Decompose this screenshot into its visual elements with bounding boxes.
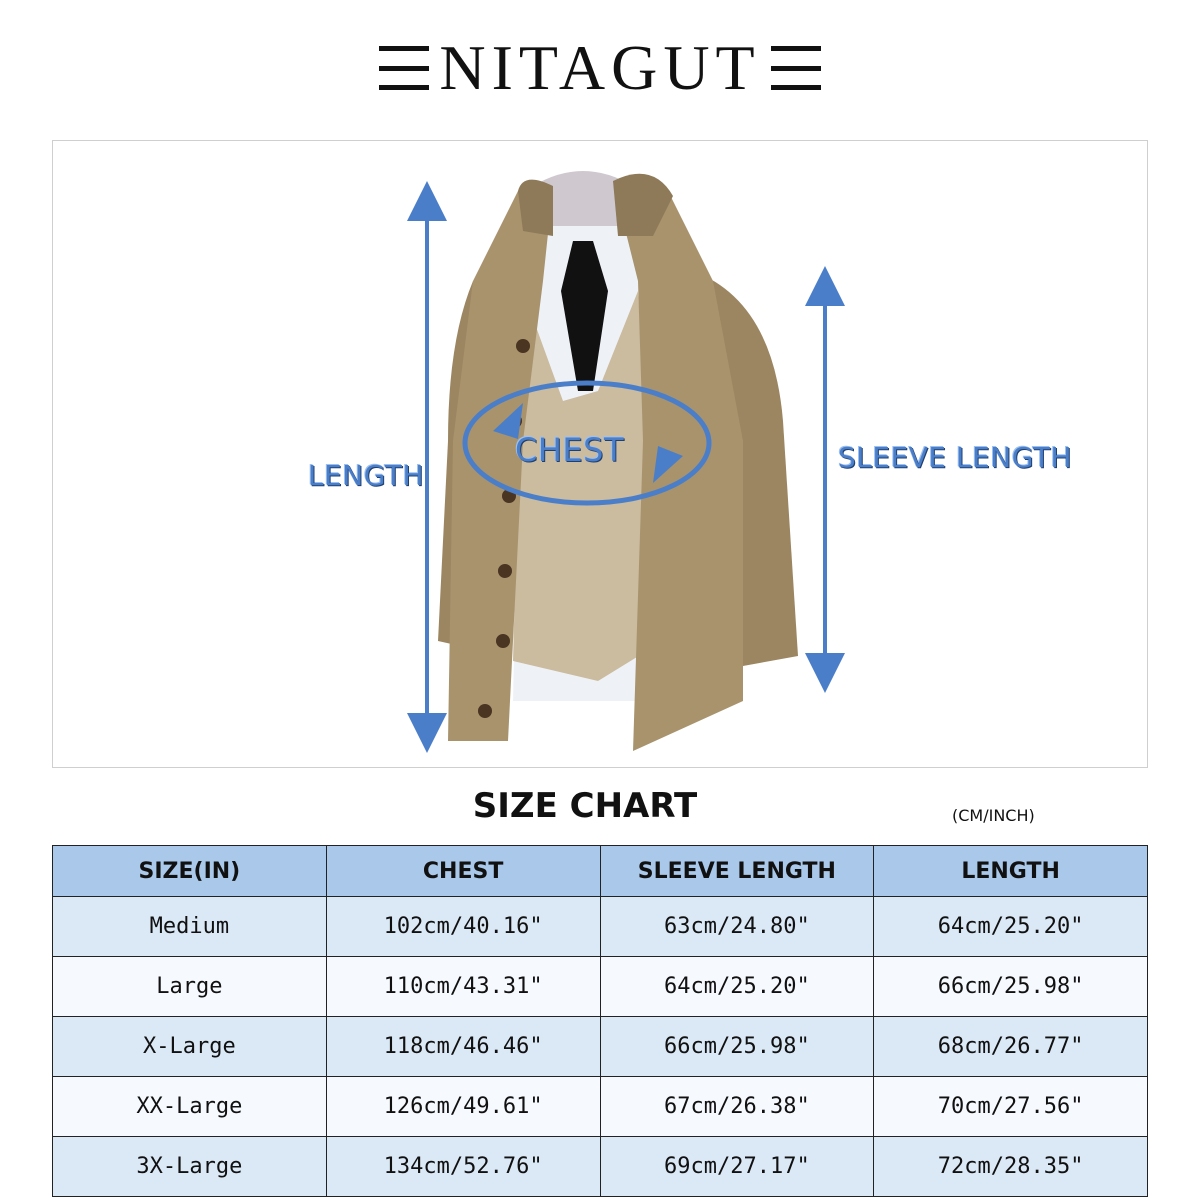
size-table bbox=[52, 845, 1148, 1197]
table-row bbox=[53, 1017, 1148, 1077]
length-cell: 72cm/28.35" bbox=[874, 1137, 1148, 1197]
sleeve-length-cell: 69cm/27.17" bbox=[600, 1137, 874, 1197]
measurement-figure bbox=[52, 140, 1148, 768]
column-header-chest: CHEST bbox=[326, 846, 600, 897]
table-row bbox=[53, 897, 1148, 957]
button-icon bbox=[498, 564, 512, 578]
size-cell: 3X-Large bbox=[53, 1137, 327, 1197]
sleeve-length-cell: 63cm/24.80" bbox=[600, 897, 874, 957]
button-icon bbox=[478, 704, 492, 718]
sleeve-length-label: SLEEVE LENGTH bbox=[838, 441, 1073, 474]
table-row bbox=[53, 1077, 1148, 1137]
table-row bbox=[53, 1137, 1148, 1197]
brand-bars-right bbox=[771, 46, 821, 90]
sleeve-length-cell: 64cm/25.20" bbox=[600, 957, 874, 1017]
length-cell: 66cm/25.98" bbox=[874, 957, 1148, 1017]
size-cell: X-Large bbox=[53, 1017, 327, 1077]
brand-logo bbox=[0, 18, 1200, 118]
length-cell: 64cm/25.20" bbox=[874, 897, 1148, 957]
brand-bars-left bbox=[379, 46, 429, 90]
table-header-row bbox=[53, 846, 1148, 897]
size-cell: Medium bbox=[53, 897, 327, 957]
chest-label: CHEST bbox=[515, 431, 624, 469]
brand-name: NITAGUT bbox=[439, 32, 761, 103]
chest-cell: 118cm/46.46" bbox=[326, 1017, 600, 1077]
length-cell: 70cm/27.56" bbox=[874, 1077, 1148, 1137]
size-cell: XX-Large bbox=[53, 1077, 327, 1137]
sleeve-length-cell: 66cm/25.98" bbox=[600, 1017, 874, 1077]
length-label: LENGTH bbox=[308, 459, 425, 492]
length-cell: 68cm/26.77" bbox=[874, 1017, 1148, 1077]
size-chart-title: SIZE CHART bbox=[472, 786, 698, 826]
chest-cell: 110cm/43.31" bbox=[326, 957, 600, 1017]
size-chart-unit: (CM/INCH) bbox=[952, 806, 1035, 825]
column-header-size: SIZE(IN) bbox=[53, 846, 327, 897]
sleeve-length-cell: 67cm/26.38" bbox=[600, 1077, 874, 1137]
button-icon bbox=[516, 339, 530, 353]
size-cell: Large bbox=[53, 957, 327, 1017]
button-icon bbox=[496, 634, 510, 648]
column-header-length: LENGTH bbox=[874, 846, 1148, 897]
chest-cell: 102cm/40.16" bbox=[326, 897, 600, 957]
column-header-sleeve-length: SLEEVE LENGTH bbox=[600, 846, 874, 897]
collar-left bbox=[518, 180, 553, 236]
chest-cell: 134cm/52.76" bbox=[326, 1137, 600, 1197]
chest-cell: 126cm/49.61" bbox=[326, 1077, 600, 1137]
table-row bbox=[53, 957, 1148, 1017]
size-chart-header bbox=[52, 772, 1148, 844]
